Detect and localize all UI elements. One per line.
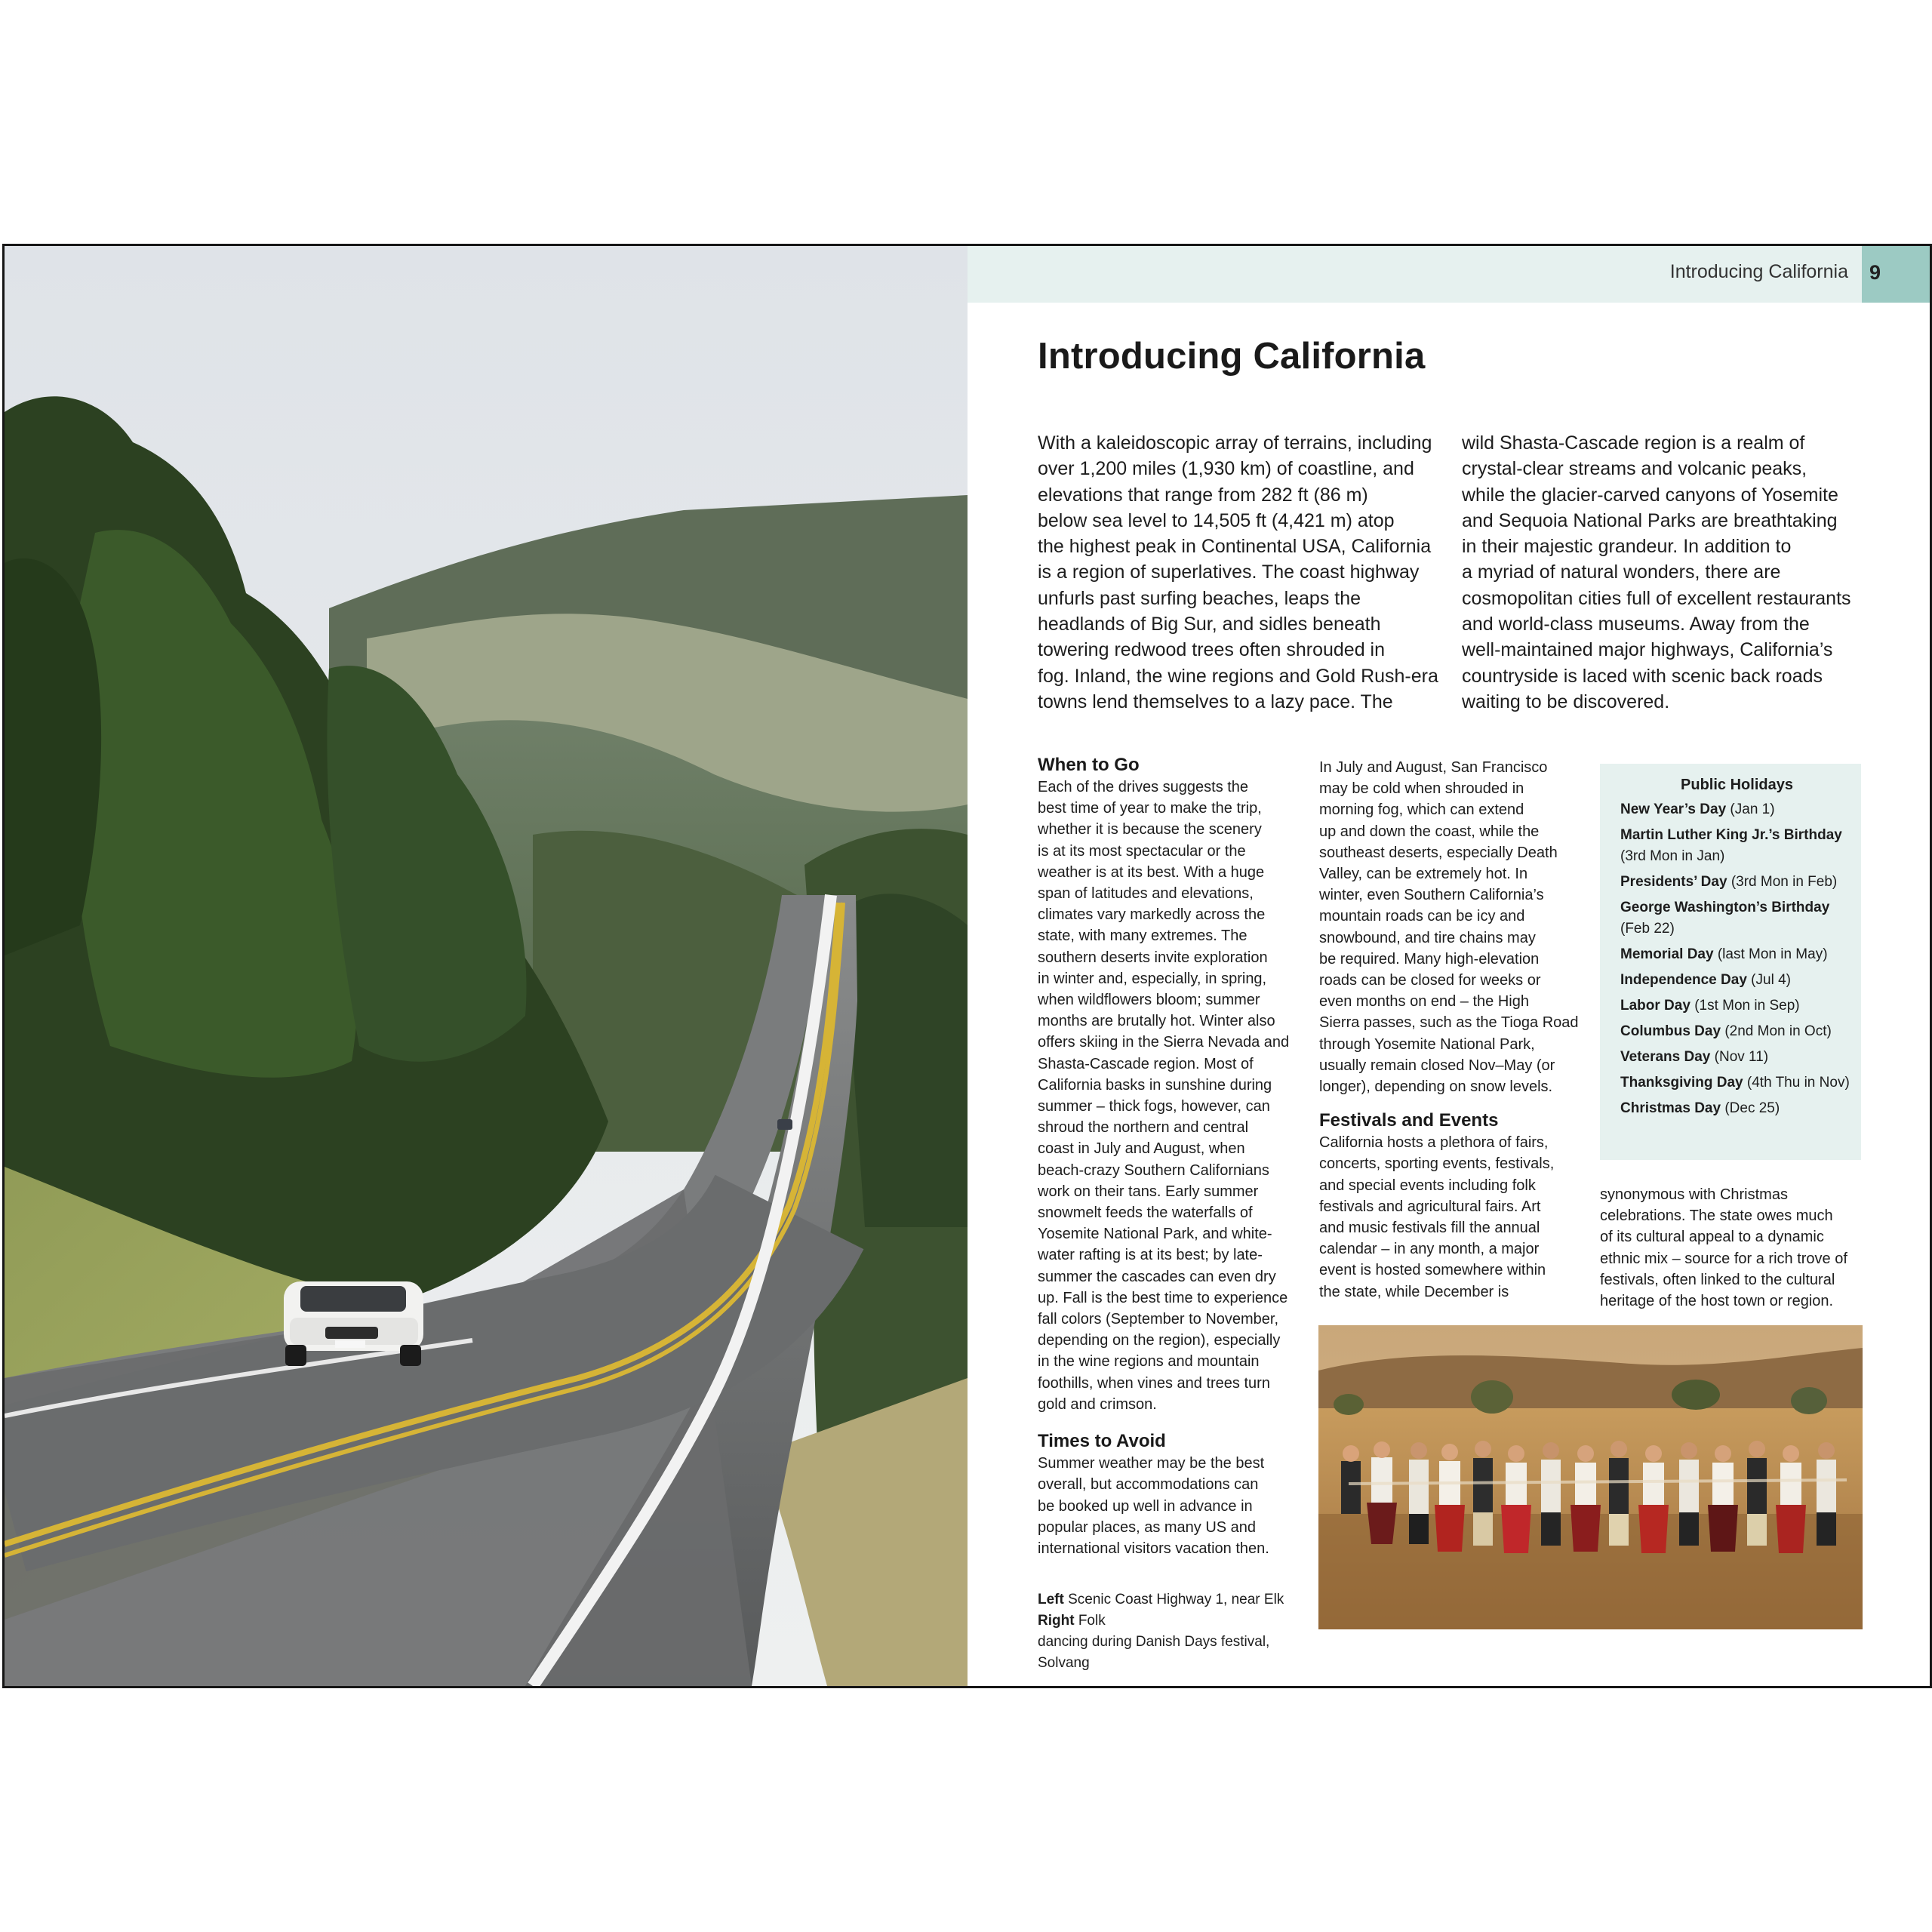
when-to-go-heading: When to Go bbox=[1038, 755, 1140, 775]
text-line: water rafting is at its best; by late- bbox=[1038, 1247, 1263, 1264]
text-line: With a kaleidoscopic array of terrains, including bbox=[1038, 432, 1432, 454]
text-line: international visitors vacation then. bbox=[1038, 1540, 1269, 1557]
times-to-avoid-body bbox=[1038, 1453, 1302, 1559]
text-line: roads can be closed for weeks or bbox=[1319, 972, 1541, 989]
text-line: depending on the region), especially bbox=[1038, 1332, 1281, 1349]
text-line: heritage of the host town or region. bbox=[1600, 1293, 1834, 1310]
text-line: morning fog, which can extend bbox=[1319, 801, 1524, 819]
holiday-item bbox=[1620, 1021, 1854, 1042]
holiday-name: Independence Day bbox=[1620, 972, 1747, 988]
text-line: longer), depending on snow levels. bbox=[1319, 1078, 1553, 1096]
text-line: beach-crazy Southern Californians bbox=[1038, 1161, 1269, 1179]
holiday-name: Columbus Day bbox=[1620, 1023, 1721, 1039]
text-line: even months on end – the High bbox=[1319, 993, 1529, 1011]
text-line: and Sequoia National Parks are breathtaking bbox=[1462, 509, 1838, 531]
text-line: shroud the northern and central bbox=[1038, 1119, 1249, 1137]
holiday-date: (Feb 22) bbox=[1620, 921, 1675, 937]
running-title: Introducing California bbox=[1669, 261, 1848, 282]
text-line: cosmopolitan cities full of excellent restaurants bbox=[1462, 587, 1851, 609]
holiday-item bbox=[1620, 825, 1854, 867]
text-line: overall, but accommodations can bbox=[1038, 1476, 1259, 1494]
running-header bbox=[968, 246, 1930, 303]
text-line: crystal-clear streams and volcanic peaks, bbox=[1462, 458, 1807, 480]
text-line: snowmelt feeds the waterfalls of bbox=[1038, 1204, 1253, 1222]
right-page bbox=[968, 246, 1930, 1686]
times-to-avoid-heading: Times to Avoid bbox=[1038, 1431, 1166, 1452]
when-to-go-body bbox=[1038, 777, 1302, 1415]
holiday-date: (Jan 1) bbox=[1730, 801, 1775, 817]
holiday-date: (Nov 11) bbox=[1714, 1049, 1769, 1065]
text-line: is a region of superlatives. The coast highway bbox=[1038, 561, 1420, 583]
text-line: Valley, can be extremely hot. In bbox=[1319, 866, 1528, 883]
text-line: whether it is because the scenery bbox=[1038, 821, 1262, 838]
holiday-date: (Dec 25) bbox=[1724, 1100, 1780, 1116]
holiday-name: Veterans Day bbox=[1620, 1049, 1711, 1065]
text-line: in winter and, especially, in spring, bbox=[1038, 970, 1267, 987]
caption-line-2: dancing during Danish Days festival, Solvang bbox=[1038, 1634, 1270, 1671]
text-line: work on their tans. Early summer bbox=[1038, 1183, 1259, 1200]
text-line: In July and August, San Francisco bbox=[1319, 759, 1548, 776]
text-line: up. Fall is the best time to experience bbox=[1038, 1289, 1288, 1306]
holiday-date: (4th Thu in Nov) bbox=[1746, 1075, 1850, 1091]
text-line: state, with many extremes. The bbox=[1038, 928, 1247, 945]
text-line: through Yosemite National Park, bbox=[1319, 1035, 1535, 1053]
text-line: up and down the coast, while the bbox=[1319, 823, 1540, 840]
text-line: when wildflowers bloom; summer bbox=[1038, 992, 1260, 1009]
holiday-name: Martin Luther King Jr.’s Birthday bbox=[1620, 827, 1842, 843]
page-number: 9 bbox=[1862, 246, 1930, 303]
holiday-date: (last Mon in May) bbox=[1717, 946, 1828, 962]
holiday-name: New Year’s Day bbox=[1620, 801, 1727, 817]
text-line: unfurls past surfing beaches, leaps the bbox=[1038, 587, 1361, 609]
text-line: California hosts a plethora of fairs, bbox=[1319, 1134, 1549, 1152]
holiday-item bbox=[1620, 1098, 1854, 1119]
text-line: may be cold when shrouded in bbox=[1319, 780, 1524, 798]
weather-continued-section bbox=[1319, 757, 1583, 1303]
text-line: headlands of Big Sur, and sidles beneath bbox=[1038, 614, 1381, 635]
text-line: foothills, when vines and trees turn bbox=[1038, 1374, 1270, 1392]
text-line: span of latitudes and elevations, bbox=[1038, 885, 1254, 903]
festivals-heading: Festivals and Events bbox=[1319, 1110, 1499, 1131]
festivals-continued-section bbox=[1600, 1184, 1866, 1312]
caption-line-1 bbox=[1038, 1589, 1309, 1632]
holiday-name: Presidents’ Day bbox=[1620, 874, 1727, 890]
public-holidays-heading: Public Holidays bbox=[1681, 777, 1793, 793]
text-line: months are brutally hot. Winter also bbox=[1038, 1013, 1275, 1030]
text-line: calendar – in any month, a major bbox=[1319, 1241, 1540, 1258]
text-line: over 1,200 miles (1,930 km) of coastline, and bbox=[1038, 458, 1414, 480]
holiday-name: Thanksgiving Day bbox=[1620, 1075, 1743, 1091]
text-line: the state, while December is bbox=[1319, 1283, 1509, 1300]
text-line: offers skiing in the Sierra Nevada and bbox=[1038, 1034, 1290, 1051]
coast-highway-photo bbox=[5, 246, 968, 1686]
text-line: snowbound, and tire chains may bbox=[1319, 929, 1536, 946]
text-line: well-maintained major highways, California’s bbox=[1462, 639, 1833, 661]
text-line: coast in July and August, when bbox=[1038, 1140, 1245, 1158]
intro-column-2 bbox=[1462, 430, 1884, 715]
text-line: in their majestic grandeur. In addition to bbox=[1462, 536, 1792, 558]
text-line: fog. Inland, the wine regions and Gold Rush-era bbox=[1038, 665, 1438, 687]
photo-caption bbox=[1038, 1589, 1309, 1674]
text-line: concerts, sporting events, festivals, bbox=[1319, 1155, 1555, 1173]
text-line: elevations that range from 282 ft (86 m) bbox=[1038, 484, 1368, 506]
holiday-name: Memorial Day bbox=[1620, 946, 1714, 962]
holiday-item bbox=[1620, 897, 1854, 940]
text-line: waiting to be discovered. bbox=[1462, 691, 1670, 712]
text-line: event is hosted somewhere within bbox=[1319, 1262, 1546, 1279]
text-line: weather is at its best. With a huge bbox=[1038, 863, 1265, 881]
book-spread bbox=[2, 244, 1932, 1688]
text-line: of its cultural appeal to a dynamic bbox=[1600, 1229, 1824, 1246]
when-to-go-section bbox=[1038, 754, 1302, 1559]
text-line: Yosemite National Park, and white- bbox=[1038, 1226, 1272, 1243]
text-line: and music festivals fill the annual bbox=[1319, 1220, 1540, 1237]
holiday-date: (Jul 4) bbox=[1751, 972, 1791, 988]
holiday-item bbox=[1620, 995, 1854, 1017]
holiday-item bbox=[1620, 970, 1854, 991]
holiday-date: (2nd Mon in Oct) bbox=[1724, 1023, 1832, 1039]
text-line: summer – thick fogs, however, can bbox=[1038, 1098, 1270, 1115]
text-line: below sea level to 14,505 ft (4,421 m) atop bbox=[1038, 509, 1395, 531]
text-line: Each of the drives suggests the bbox=[1038, 779, 1249, 795]
text-line: climates vary markedly across the bbox=[1038, 906, 1266, 924]
text-line: is at its most spectacular or the bbox=[1038, 842, 1246, 860]
text-line: summer the cascades can even dry bbox=[1038, 1268, 1276, 1285]
text-line: Summer weather may be the best bbox=[1038, 1455, 1265, 1472]
text-line: be booked up well in advance in bbox=[1038, 1497, 1253, 1515]
text-line: southern deserts invite exploration bbox=[1038, 949, 1268, 966]
text-line: and world-class museums. Away from the bbox=[1462, 614, 1810, 635]
text-line: countryside is laced with scenic back roads bbox=[1462, 665, 1823, 687]
text-line: ethnic mix – source for a rich trove of bbox=[1600, 1250, 1847, 1267]
text-line: be required. Many high-elevation bbox=[1319, 950, 1540, 968]
text-line: in the wine regions and mountain bbox=[1038, 1353, 1260, 1371]
text-line: popular places, as many US and bbox=[1038, 1518, 1257, 1536]
holiday-item bbox=[1620, 799, 1854, 820]
folk-dancing-photo bbox=[1318, 1325, 1863, 1629]
text-line: towering redwood trees often shrouded in bbox=[1038, 639, 1386, 661]
text-line: festivals and agricultural fairs. Art bbox=[1319, 1198, 1541, 1215]
holiday-name: Labor Day bbox=[1620, 998, 1690, 1014]
holiday-name: Christmas Day bbox=[1620, 1100, 1721, 1116]
caption-right-label: Right bbox=[1038, 1613, 1075, 1629]
text-line: gold and crimson. bbox=[1038, 1395, 1157, 1413]
holiday-item bbox=[1620, 1072, 1854, 1094]
text-line: towns lend themselves to a lazy pace. The bbox=[1038, 691, 1393, 712]
holiday-name: George Washington’s Birthday bbox=[1620, 900, 1830, 915]
festivals-body bbox=[1319, 1132, 1583, 1303]
text-line: southeast deserts, especially Death bbox=[1319, 844, 1558, 861]
text-line: the highest peak in Continental USA, California bbox=[1038, 536, 1432, 558]
holiday-item bbox=[1620, 872, 1854, 893]
text-line: synonymous with Christmas bbox=[1600, 1186, 1788, 1203]
text-line: festivals, often linked to the cultural bbox=[1600, 1271, 1835, 1288]
text-line: mountain roads can be icy and bbox=[1319, 908, 1525, 925]
holiday-date: (1st Mon in Sep) bbox=[1694, 998, 1800, 1014]
text-line: best time of year to make the trip, bbox=[1038, 800, 1262, 817]
public-holidays-box bbox=[1600, 764, 1861, 1160]
text-line: California basks in sunshine during bbox=[1038, 1076, 1272, 1094]
text-line: celebrations. The state owes much bbox=[1600, 1208, 1833, 1225]
intro-column-1 bbox=[1038, 430, 1445, 715]
caption-right-text: Folk bbox=[1078, 1613, 1106, 1629]
text-line: winter, even Southern California’s bbox=[1319, 887, 1544, 904]
text-line: usually remain closed Nov–May (or bbox=[1319, 1057, 1555, 1074]
text-line: fall colors (September to November, bbox=[1038, 1311, 1279, 1328]
text-line: a myriad of natural wonders, there are bbox=[1462, 561, 1781, 583]
text-line: Sierra passes, such as the Tioga Road bbox=[1319, 1014, 1579, 1032]
text-line: while the glacier-carved canyons of Yosemite bbox=[1462, 484, 1838, 506]
holiday-item bbox=[1620, 1047, 1854, 1068]
holiday-item bbox=[1620, 944, 1854, 965]
caption-left-label: Left bbox=[1038, 1592, 1064, 1607]
text-line: wild Shasta-Cascade region is a realm of bbox=[1462, 432, 1805, 454]
caption-left-text: Scenic Coast Highway 1, near Elk bbox=[1068, 1592, 1284, 1607]
text-line: and special events including folk bbox=[1319, 1177, 1536, 1194]
holiday-date: (3rd Mon in Feb) bbox=[1730, 874, 1838, 890]
holiday-date: (3rd Mon in Jan) bbox=[1620, 848, 1725, 864]
page-title: Introducing California bbox=[1038, 336, 1426, 377]
text-line: Shasta-Cascade region. Most of bbox=[1038, 1055, 1254, 1072]
